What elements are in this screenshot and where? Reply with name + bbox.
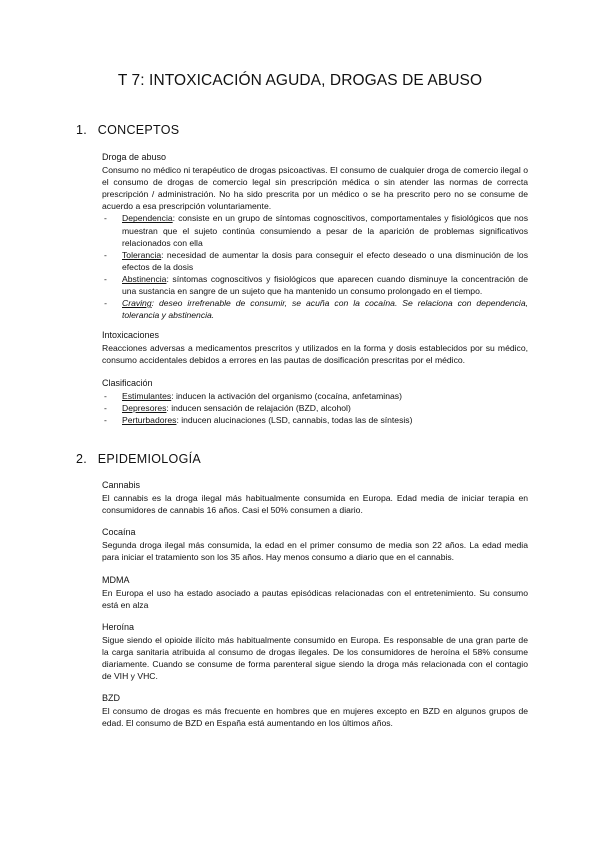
droga-heading: Droga de abuso	[102, 152, 167, 162]
intox-text: Reacciones adversas a medicamentos prescritos y utilizados en la forma y dosis establecidos por su médico, consumo accidentales debidos a errores en las pautas de dosificación prescritas por el médico.	[102, 343, 528, 366]
clasif-heading: Clasificación	[102, 378, 153, 388]
heroina-block	[102, 621, 528, 682]
intox-heading: Intoxicaciones	[102, 330, 160, 340]
list-item	[102, 402, 528, 414]
section-2-title: EPIDEMIOLOGÍA	[97, 452, 202, 466]
cannabis-block	[102, 479, 528, 516]
section-1-number: 1.	[76, 123, 88, 137]
heroina-heading: Heroína	[102, 622, 135, 632]
clasif-block	[102, 377, 528, 426]
list-item	[102, 249, 528, 273]
definition: : inducen sensación de relajación (BZD, alcohol)	[166, 403, 351, 414]
list-item	[102, 273, 528, 297]
cocaina-heading: Cocaína	[102, 527, 136, 537]
bzd-block	[102, 692, 528, 729]
term: Estimulantes	[122, 391, 172, 402]
cocaina-text: Segunda droga ilegal más consumida, la edad en el primer consumo de media son 22 años. La edad media para iniciar el tratamiento son los 35 años. Hay menos consumo a diario que en el cannabis.	[102, 540, 528, 563]
list-item	[102, 297, 528, 321]
cannabis-heading: Cannabis	[102, 480, 141, 490]
list-item	[102, 212, 528, 248]
cocaina-block	[102, 526, 528, 563]
droga-block	[102, 151, 528, 321]
section-2-number: 2.	[76, 452, 88, 466]
definition: : necesidad de aumentar la dosis para conseguir el efecto deseado o una disminución de los efectos de la dosis	[122, 249, 528, 272]
section-1-title: CONCEPTOS	[97, 123, 180, 137]
intox-block	[102, 329, 528, 366]
term: Craving	[122, 298, 152, 309]
bzd-heading: BZD	[102, 693, 120, 703]
term: Perturbadores	[122, 415, 177, 426]
clasif-list	[102, 390, 528, 426]
definition: : consiste en un grupo de síntomas cognoscitivos, comportamentales y fisiológicos que nos muestran que el sujeto continúa consumiendo a pesar de la aparición de problemas significativos relacionados con ella	[122, 213, 528, 248]
bzd-text: El consumo de drogas es más frecuente en hombres que en mujeres excepto en BZD en algunos grupos de edad. El consumo de BZD en España está aumentando en los últimos años.	[102, 706, 528, 729]
definition: : inducen alucinaciones (LSD, cannabis, todas las de síntesis)	[176, 415, 413, 426]
cannabis-text: El cannabis es la droga ilegal más habitualmente consumida en Europa. Edad media de iniciar terapia en consumidores de cannabis 16 años. Casi el 50% consumen a diario.	[102, 493, 528, 516]
heroina-text: Sigue siendo el opioide ilícito más habitualmente consumido en Europa. Es responsable de una gran parte de la carga sanitaria atribuida al consumo de drogas ilegales. De los consumidores de heroína el 58% consume diariamente. Cuando se consume de forma parenteral sigue siendo la droga más relacionada con el contagio de VIH y VHC.	[102, 635, 528, 682]
section-2-heading	[76, 452, 201, 466]
document-title: T 7: INTOXICACIÓN AGUDA, DROGAS DE ABUSO	[117, 72, 483, 89]
mdma-text: En Europa el uso ha estado asociado a pautas episódicas relacionadas con el entretenimiento. Su consumo está en alza	[102, 588, 528, 611]
section-1-heading	[76, 123, 179, 137]
definition: : inducen la activación del organismo (cocaína, anfetaminas)	[171, 391, 402, 402]
droga-list	[102, 212, 528, 321]
mdma-block	[102, 574, 528, 611]
term: Depresores	[122, 403, 167, 414]
list-item	[102, 414, 528, 426]
droga-text: Consumo no médico ni terapéutico de drogas psicoactivas. El consumo de cualquier droga de comercio ilegal o el consumo de drogas de comercio legal sin prescripción médica o sin atender las normas de correcta prescripción / administración. No ha sido prescrita por un médico o se ha prescrito pero no se consume de acuerdo a esa prescripción voluntariamente.	[102, 165, 528, 212]
definition: : deseo irrefrenable de consumir, se acuña con la cocaína. Se relaciona con dependencia, tolerancia y abstinencia.	[122, 298, 528, 321]
term: Dependencia	[122, 213, 173, 224]
term: Abstinencia	[122, 273, 167, 284]
list-item	[102, 390, 528, 402]
term: Tolerancia	[122, 249, 162, 260]
mdma-heading: MDMA	[102, 575, 130, 585]
definition: : síntomas cognoscitivos y fisiológicos que aparecen cuando disminuye la concentración de una sustancia en sangre de un sujeto que ha mantenido un consumo prolongado en el tiempo.	[122, 273, 528, 297]
